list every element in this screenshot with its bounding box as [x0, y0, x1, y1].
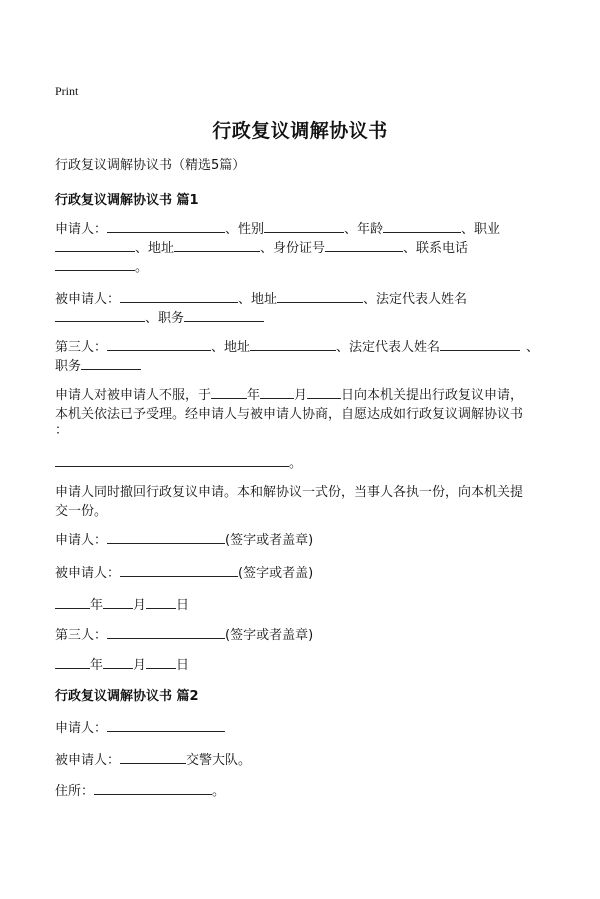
date1-day-blank	[146, 596, 176, 609]
s2-traffic-police: 交警大队。	[186, 753, 252, 768]
date2-year-blank	[55, 656, 90, 669]
print-link[interactable]: Print	[55, 84, 79, 98]
s2-applicant-line	[55, 717, 225, 736]
period-text: 。	[135, 260, 149, 275]
legal-rep-blank	[55, 309, 145, 322]
s2-residence-label: 住所：	[55, 784, 95, 799]
document-subtitle: 行政复议调解协议书（精选5篇）	[55, 158, 246, 173]
sign-respondent-note: (签字或者盖)	[238, 566, 314, 581]
date2-day: 日	[176, 658, 190, 673]
date-line-1	[55, 594, 189, 613]
month-text: 月	[294, 388, 308, 403]
third-party-legal-rep-label: 、法定代表人姓名	[336, 340, 441, 355]
applicant-name-blank	[107, 220, 225, 233]
applicant-line-1	[55, 218, 500, 237]
date1-month: 月	[133, 598, 147, 613]
gender-label: 、性别	[225, 222, 265, 237]
sign-third-blank	[107, 626, 225, 639]
phone-label: 、联系电话	[403, 241, 469, 256]
respondent-address-label: 、地址	[238, 292, 278, 307]
sign-applicant-label: 申请人：	[55, 533, 108, 548]
body-colon: ：	[55, 423, 69, 438]
s2-respondent-blank	[120, 751, 186, 764]
section2-heading: 行政复议调解协议书 篇2	[55, 689, 199, 704]
third-party-line-2	[55, 355, 141, 374]
sign-third-note: (签字或者盖章)	[225, 628, 314, 643]
respondent-line-1	[55, 288, 467, 307]
third-party-line-1	[55, 336, 559, 355]
sign-respondent-line	[55, 562, 313, 581]
id-label: 、身份证号	[260, 241, 326, 256]
third-party-legal-rep-blank	[440, 338, 520, 351]
agreement-blank-line	[55, 452, 302, 471]
applicant-line-2	[55, 237, 468, 256]
s2-applicant-blank	[107, 719, 225, 732]
age-label: 、年龄	[344, 222, 384, 237]
s2-applicant-label: 申请人：	[55, 721, 108, 736]
respondent-line-2	[55, 307, 264, 326]
s2-respondent-line	[55, 749, 251, 768]
section1-heading: 行政复议调解协议书 篇1	[55, 193, 199, 208]
sign-third-label: 第三人：	[55, 628, 108, 643]
third-party-label: 第三人：	[55, 340, 108, 355]
body-line-2: 本机关依法已予受理。经申请人与被申请人协商，自愿达成如行政复议调解协议书	[55, 407, 524, 422]
document-title: 行政复议调解协议书	[212, 120, 388, 142]
year-blank	[211, 386, 247, 399]
month-blank	[260, 386, 294, 399]
day-blank	[307, 386, 341, 399]
date1-year-blank	[55, 596, 90, 609]
date1-month-blank	[103, 596, 133, 609]
third-party-position-label: 职务	[55, 359, 82, 374]
body-line-4: 交一份。	[55, 504, 108, 519]
year-text: 年	[247, 388, 261, 403]
sign-applicant-blank	[107, 531, 225, 544]
respondent-address-blank	[277, 290, 363, 303]
respondent-label: 被申请人：	[55, 292, 121, 307]
id-blank	[325, 239, 403, 252]
third-party-name-blank	[107, 338, 211, 351]
address-blank	[174, 239, 260, 252]
third-party-address-label: 、地址	[211, 340, 251, 355]
body-text-1a: 申请人对被申请人不服，于	[55, 388, 212, 403]
applicant-label: 申请人：	[55, 222, 108, 237]
s2-period: 。	[212, 784, 226, 799]
sign-applicant-line	[55, 529, 313, 548]
s2-residence-blank	[94, 782, 212, 795]
sign-respondent-blank	[120, 564, 238, 577]
date2-year: 年	[90, 658, 104, 673]
body-line-1	[55, 384, 523, 403]
date2-month: 月	[133, 658, 147, 673]
date-line-2	[55, 654, 189, 673]
body-text-1b: 日向本机关提出行政复议申请，	[341, 388, 524, 403]
gender-blank	[264, 220, 344, 233]
sign-third-line	[55, 624, 313, 643]
phone-blank	[55, 258, 135, 271]
job-blank	[55, 239, 135, 252]
legal-rep-label: 、法定代表人姓名	[363, 292, 468, 307]
sign-respondent-label: 被申请人：	[55, 566, 121, 581]
third-party-address-blank	[250, 338, 336, 351]
position-blank	[184, 309, 264, 322]
date2-day-blank	[146, 656, 176, 669]
s2-residence-line	[55, 780, 225, 799]
agreement-blank	[55, 454, 289, 467]
comma-text: 、	[526, 340, 540, 355]
age-blank	[383, 220, 461, 233]
period-text-2: 。	[289, 456, 303, 471]
respondent-name-blank	[120, 290, 238, 303]
third-party-position-blank	[81, 357, 141, 370]
applicant-line-3	[55, 256, 148, 275]
address-label: 、地址	[135, 241, 175, 256]
s2-respondent-label: 被申请人：	[55, 753, 121, 768]
body-line-3: 申请人同时撤回行政复议申请。本和解协议一式份，当事人各执一份，向本机关提	[55, 485, 524, 500]
date1-day: 日	[176, 598, 190, 613]
job-label: 、职业	[461, 222, 501, 237]
date1-year: 年	[90, 598, 104, 613]
position-label: 、职务	[145, 311, 185, 326]
sign-applicant-note: (签字或者盖章)	[225, 533, 314, 548]
date2-month-blank	[103, 656, 133, 669]
